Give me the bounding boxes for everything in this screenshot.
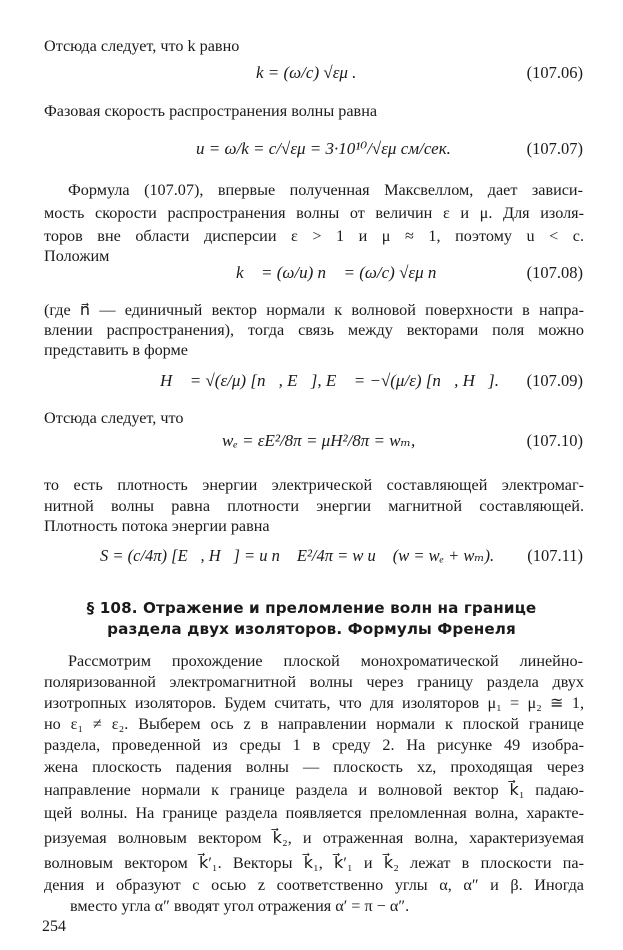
text-line: жена плоскость падения волны — плоскость xz, проходящая через	[44, 758, 584, 776]
text-line: Отсюда следует, что	[44, 409, 184, 427]
text-line: щей волны. На границе раздела появляется преломленная волна, характе-	[44, 804, 584, 822]
equation-number: (107.08)	[526, 263, 583, 282]
text-line: вместо угла α″ вводят угол отражения α′ = π − α″.	[70, 897, 410, 915]
page-number: 254	[42, 918, 66, 935]
text-line: Положим	[44, 247, 110, 265]
equation-number: (107.07)	[526, 139, 583, 158]
text-line: мость скорости распространения волны от величин ε и μ. Для изоля-	[44, 204, 584, 222]
text-line: Плотность потока энергии равна	[44, 517, 270, 535]
equation-107-10: wₑ = εE²/8π = μH²/8π = wₘ,	[222, 431, 416, 450]
text-line: представить в форме	[44, 341, 188, 359]
text-line: направление нормали к границе раздела и волновой вектор k⃗₁ падаю-	[44, 781, 584, 799]
equation-107-08: k⃗ = (ω/u) n⃗ = (ω/c) √εμ n⃗	[236, 263, 450, 282]
equation-107-11: S = (c/4π) [E⃗, H⃗] = u n⃗ E²/4π = w u⃗ (w = wₑ + wₘ).	[100, 546, 495, 565]
text-line: Фазовая скорость распространения волны равна	[44, 102, 378, 120]
text-line: то есть плотность энергии электрической составляющей электромаг-	[44, 476, 584, 494]
equation-number: (107.11)	[527, 546, 583, 565]
equation-107-09: H⃗ = √(ε/μ) [n⃗, E⃗], E⃗ = −√(μ/ε) [n⃗, H⃗].	[160, 371, 500, 390]
text-line: поляризованной электромагнитной волны через границу раздела двух	[44, 673, 584, 691]
text-line: влении распространения), тогда связь между векторами поля можно	[44, 321, 584, 339]
equation-107-06: k = (ω/c) √εμ .	[256, 63, 357, 82]
text-line: Отсюда следует, что k равно	[44, 37, 240, 55]
text-line: но ε₁ ≠ ε₂. Выберем ось z в направлении нормали к плоской границе	[44, 715, 584, 733]
equation-107-07: u = ω/k = c/√εμ = 3·10¹⁰/√εμ см/сек.	[196, 139, 451, 158]
text-line: волновым вектором k⃗′₁. Векторы k⃗₁, k⃗′₁ и k⃗₂ лежат в плоскости па-	[44, 854, 584, 872]
equation-number: (107.06)	[526, 63, 583, 82]
section-heading-line-2: раздела двух изоляторов. Формулы Френеля	[107, 620, 516, 638]
equation-number: (107.10)	[526, 431, 583, 450]
text-line: дения и образуют с осью z соответственно углы α, α″ и β. Иногда	[44, 876, 584, 894]
text-line: торов вне области дисперсии ε > 1 и μ ≈ 1, поэтому u < c.	[44, 227, 584, 245]
equation-number: (107.09)	[526, 371, 583, 390]
section-heading-line-1: § 108. Отражение и преломление волн на границе	[86, 599, 537, 617]
text-line: (где n⃗ — единичный вектор нормали к волновой поверхности в напра-	[44, 301, 584, 319]
text-line: ризуемая волновым вектором k⃗₂, и отраженная волна, характеризуемая	[44, 829, 584, 847]
text-line: раздела, проведенной из среды 1 в среду 2. На рисунке 49 изобра-	[44, 736, 584, 754]
text-line: Рассмотрим прохождение плоской монохроматической линейно-	[68, 652, 583, 670]
text-line: нитной волны равна плотности энергии магнитной составляющей.	[44, 497, 584, 515]
text-line: изотропных изоляторов. Будем считать, что для изоляторов μ₁ = μ₂ ≅ 1,	[44, 694, 584, 712]
text-line: Формула (107.07), впервые полученная Максвеллом, дает зависи-	[68, 181, 583, 199]
